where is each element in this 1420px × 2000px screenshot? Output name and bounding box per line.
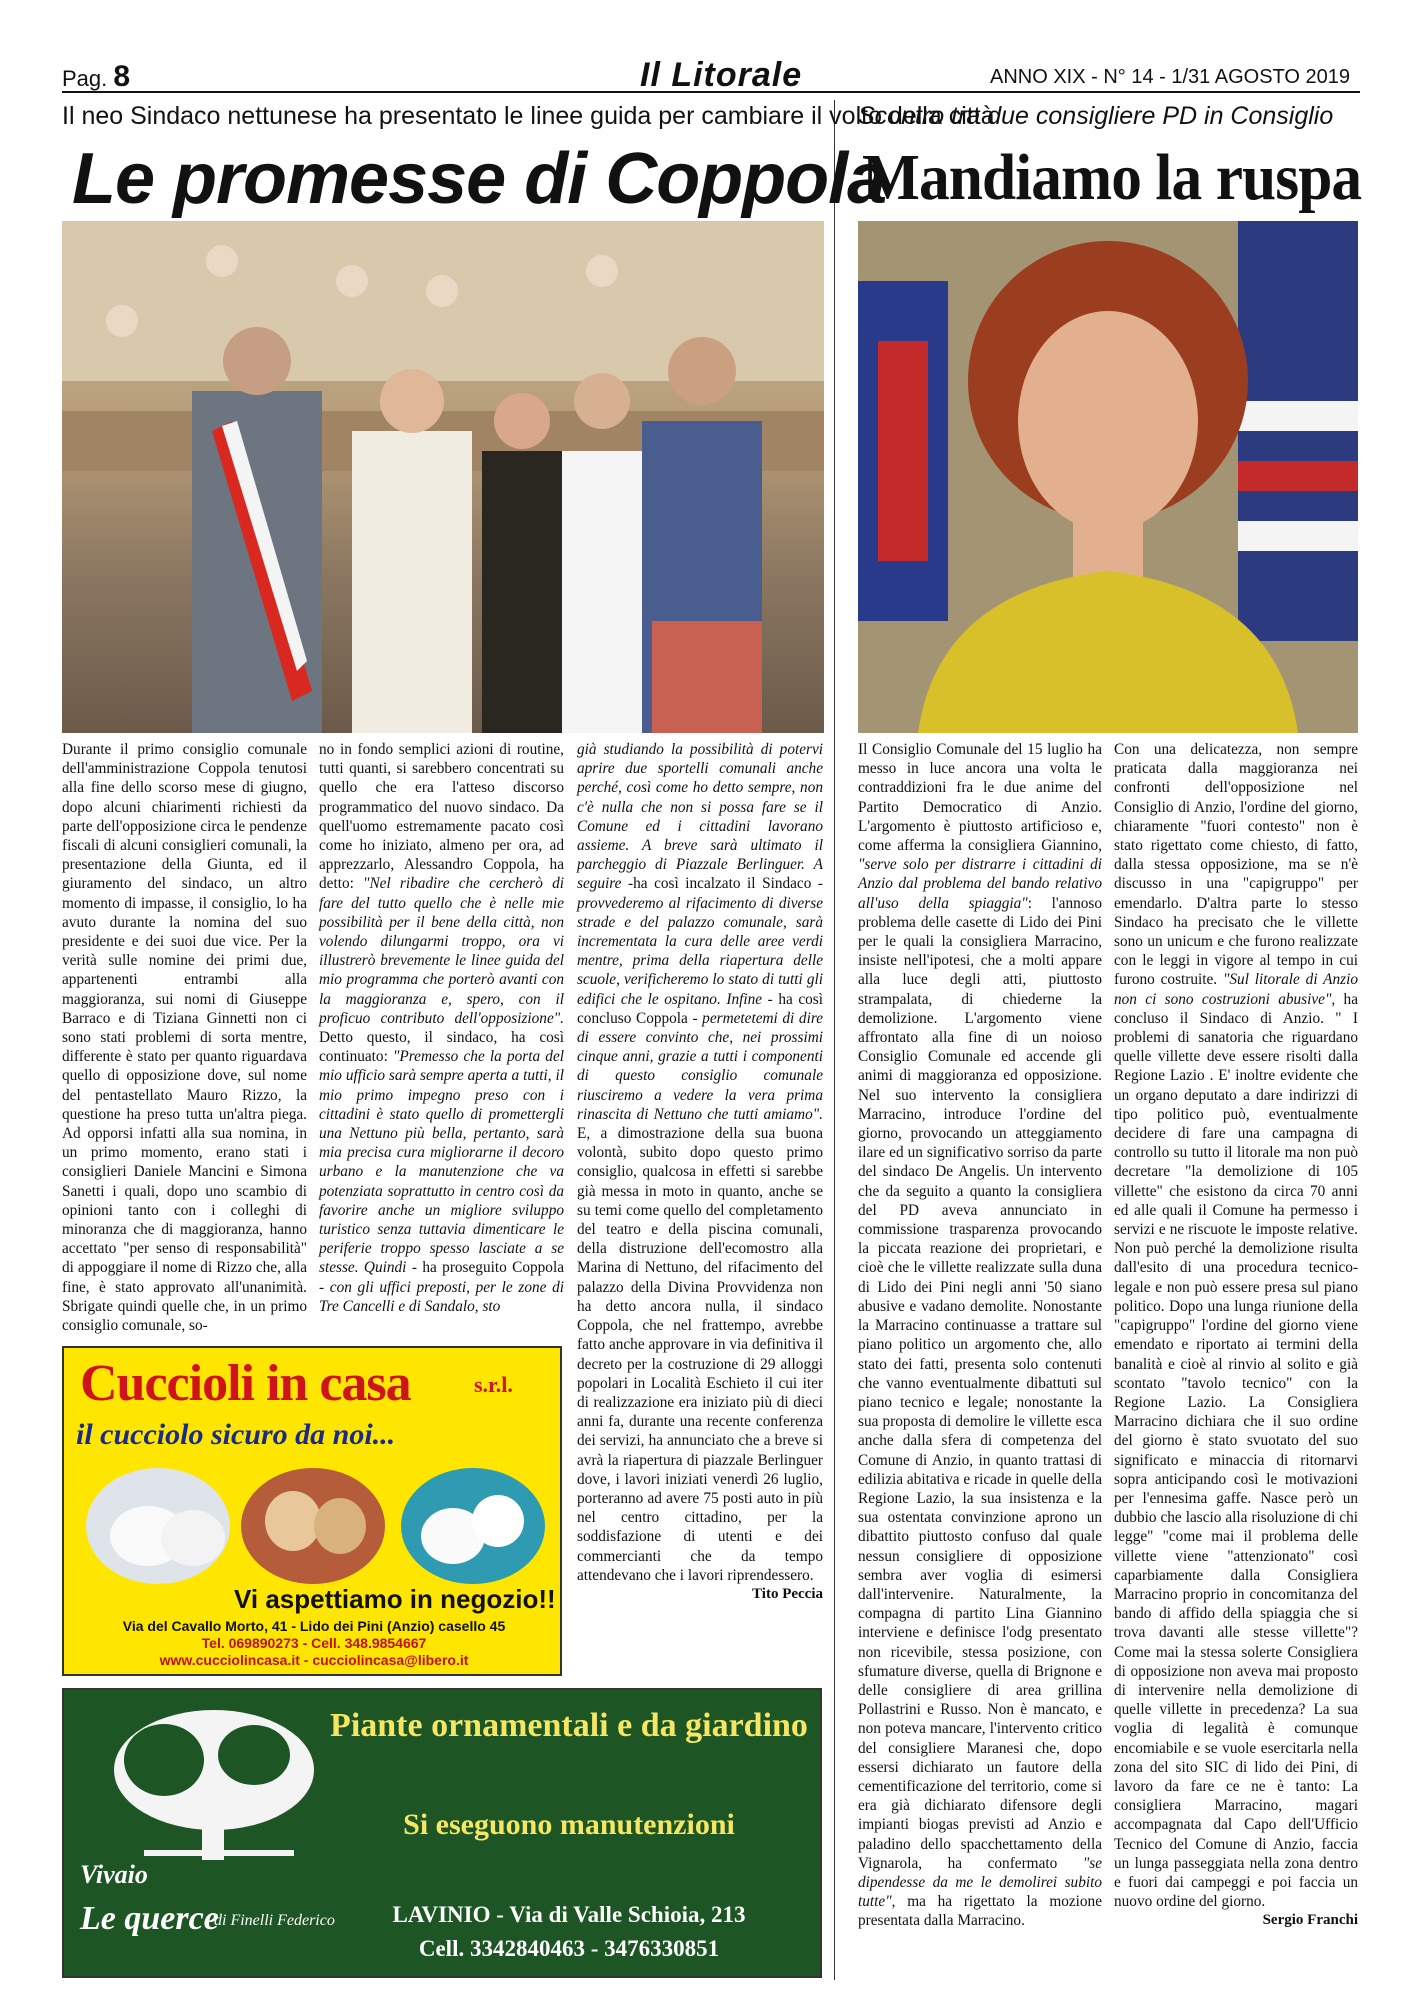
column-divider bbox=[834, 100, 835, 1980]
paragraph: Durante il primo consiglio comunale dell'amministrazione Coppola tenutosi alla fine dello scorso mese di giugno, dopo alcuni chiarimenti richiesti da parte dell'opposizione circa le pendenze fiscali di alcuni consiglieri comunali, la presentazione della Giunta, ed il giuramento del sindaco, un altro momento di impasse, il consiglio, lo ha avuto durante la nomina del suo presidente e dei suoi due vice. Per la verità sulle nomine dei primi due, appartenenti entrambi alla maggioranza, sui nomi di Giuseppe Barraco e di Tiziana Ginnetti non ci sono stati problemi di sorta mentre, differente è stato per quanto riguardava quello di opposizione dove, sul nome del pentastellato Mauro Rizzo, la questione ha preso tutta un'altra piega. Ad opporsi infatti alla sua nomina, in un primo momento, erano stati i consiglieri Daniele Mancini e Simona Sanetti i quali, dopo uno scambio di opinioni tanto con i colleghi di minoranza che di maggioranza, hanno accettato "per senso di responsabilità" di appoggiare il nome di Rizzo che, alla fine, è stato approvato all'unanimità. Sbrigate quindi quelle che, in un primo consiglio comunale, so- bbox=[62, 741, 307, 1335]
vivaio-brand: Le querce bbox=[80, 1900, 219, 1937]
vivaio-owner: di Finelli Federico bbox=[214, 1912, 335, 1929]
cuccioli-advertisement bbox=[62, 1346, 562, 1676]
right-article-column-2 bbox=[1114, 740, 1358, 1931]
ad-phones: Cell. 3342840463 - 3476330851 bbox=[418, 1936, 720, 1961]
ad-title: Cuccioli in casa bbox=[80, 1355, 411, 1412]
masthead: Il Litorale bbox=[640, 56, 803, 94]
ad-headline: Piante ornamentali e da giardino bbox=[330, 1707, 808, 1744]
paragraph: no in fondo semplici azioni di routine, tutti quanti, si sarebbero concentrati su quello che era l'atteso discorso programmatico del nuovo sindaco. Da quell'uomo estremamente pacato così come ho iniziato, almeno per ora, ad apprezzarlo, Alessandro Coppola, ha detto: "Nel ribadire che cercherò di fare del tutto quello che è nelle mie possibilità per il bene della città, non volendo dilungarmi troppo, ora vi illustrerò brevemente le linee guida del mio programma che porterò avanti con la maggioranza e, spero, con il proficuo contributo dell'opposizione". Detto questo, il sindaco, ha così continuato: "Premesso che la porta del mio ufficio sarà sempre aperta a tutti, il mio primo impegno preso con i cittadini è stato quello di promettergli una Nettuno più bella, pertanto, sarà mia precisa cura migliorarne il decoro urbano e la manutenzione che va potenziata soprattutto in centro così da favorire anche un migliore sviluppo turistico senza tuttavia dimenticare le periferie troppo spesso lasciate a se stesse. Quindi - ha proseguito Coppola - con gli uffici preposti, per le zone di Tre Cancelli e di Sandalo, sto bbox=[319, 741, 564, 1315]
left-headline: Le promesse di Coppola bbox=[72, 139, 887, 219]
ad-slogan: il cucciolo sicuro da noi... bbox=[76, 1418, 396, 1451]
council-group-photo bbox=[62, 221, 824, 733]
right-headline: Mandiamo la ruspa bbox=[862, 141, 1362, 214]
ad-tagline: Vi aspettiamo in negozio!! bbox=[234, 1584, 556, 1614]
issue-info: ANNO XIX - N° 14 - 1/31 AGOSTO 2019 bbox=[990, 66, 1350, 88]
header-rule bbox=[62, 91, 1360, 93]
page-label: Pag. 8 bbox=[62, 60, 131, 93]
ad-service: Si eseguono manutenzioni bbox=[403, 1808, 735, 1841]
left-kicker: Il neo Sindaco nettunese ha presentato le linee guida per cambiare il volto della città bbox=[62, 102, 995, 130]
paragraph: Il Consiglio Comunale del 15 luglio ha messo in luce ancora una volta le contraddizioni fra le due anime del Partito Democratico di Anzio. L'argomento è piuttosto artificioso e, come afferma la consigliera Giannino, "serve solo per distrarre i cittadini di Anzio dal problema del bando relativo all'uso della spiaggia": l'annoso problema delle casette di Lido dei Pini per le quali la consigliera Marracino, insiste nell'ipotesi, che a molti appare alla luce degli atti, piuttosto strampalata, di chiederne la demolizione. L'argomento viene affrontato alla fine di un noioso Consiglio Comunale ed accende gli animi di maggioranza ed opposizione. Nel suo intervento la consigliera Marracino, introduce l'ordine del giorno, provocando un atteggiamento ilare ed un significativo sorriso da parte del sindaco De Angelis. Un intervento che da seguito a quanto la consigliera del PD aveva annunciato in commissione trasparenza provocando la piccata reazione dei proprietari, e cioè che le villette realizzate sulla duna di Lido dei Pini negli anni '50 siano abusive e vadano demolite. Nonostante la Marracino continuasse a trattare sul piano politico un argomento che, allo stato dei fatti, presenta solo contenuti che vanno eventualmente dibattuti sul piano tecnico e legale; nonostante la sua proposta di demolire le villette esca anche dalla sfera di competenza del Comune di Anzio, in quanto trattasi di edilizia abitativa e ricade in quelle della Regione Lazio, la sua insistenza e la sua ostentata convinzione aprono un dibattito piuttosto confuso dal quale nessun consigliere di opposizione sembra aver voglia di esimersi dall'intervenire. Naturalmente, la compagna di partito Lina Giannino interviene e definisce l'odg presentato non ricevibile, stessa posizione, con sfumature diverse, quella di Brignone e delle consigliere di area grillina Pollastrini e Russo. Non è mancato, e non poteva mancare, l'intervento critico del consigliere Maranesi che, dopo essersi dichiarato un fautore della cementificazione del territorio, come si era già dichiarato difensore degli impianti biogas previsti ad Anzio e paladino dello spacchettamento della Vignarola, ha confermato "se dipendesse da me le demolirei subito tutte", ma ha rigettato la mozione presentata dalla Marracino. bbox=[858, 741, 1102, 1930]
page-number: 8 bbox=[113, 60, 131, 93]
paragraph: Con una delicatezza, non sempre praticata dalla maggioranza nei confronti dell'opposizione nel Consiglio di Anzio, l'ordine del giorno, chiaramente "fuori contesto" non è stato rigettato come chiesto, di fatto, dalla stessa opposizione, ma se n'è discusso in una "capigruppo" per emendarlo. D'altra parte lo stesso Sindaco ha precisato che le villette sono un unicum e che furono realizzate con le leggi in vigore al tempo in cui furono costruite. "Sul litorale di Anzio non ci sono costruzioni abusive", ha concluso il Sindaco di Anzio. " I problemi di sanatoria che riguardano quelle villette deve essere risolti dalla Regione Lazio . E' inoltre evidente che un organo deputato a dare indirizzi di tipo politico può, eventualmente decidere di fare una campagna di controllo su tutto il litorale ma non può decretare "la demolizione di 105 villette" che esistono da circa 70 anni ed alle quali il Comune ha permesso i servizi e ne riscuote le imposte relative. Non può perché la demolizione risulta dall'esito di una procedura tecnico-legale e non può essere presa sul piano politico. Dopo una lunga riunione della "capigruppo" l'ordine del giorno viene emendato e riportato ai termini della banalità e cioè al rinvio al solito e già scontato "tavolo tecnico" con la Regione Lazio. La Consigliera Marracino dichiara che il suo ordine del giorno è stato svuotato del suo significato e minaccia di ritornarvi sopra anticipando così le motivazioni per l'ennesima gaffe. Nasce però un dubbio che lascio alla risoluzione di chi legge" "come mai il problema delle villette viene "attenzionato" così caparbiamente dalla Consigliera Marracino proprio in concomitanza del bando di affido della spiaggia che si trova davanti alle stesse villette"? Come mai la stessa solerte Consigliera di opposizione non aveva mai proposto di intervenire nella demolizione di quelle villette in precedenza? La sua voglia di legalità è comunque encomiabile e se vuole esercitarla nella zona del sito SIC di lido dei Pini, di lavoro da fare ce ne è tanto: La consigliera Marracino, magari accompagnata dal Capo dell'Ufficio Tecnico del Comune di Anzio, faccia un lunga passeggiata nella zona dentro e fuori dai campeggi e poi faccia un nuovo ordine del giorno. bbox=[1114, 741, 1358, 1911]
left-article-column-2 bbox=[319, 740, 564, 1316]
ad-company-suffix: s.r.l. bbox=[474, 1372, 513, 1397]
ad-address: LAVINIO - Via di Valle Schioia, 213 bbox=[392, 1902, 746, 1927]
councillor-portrait-photo bbox=[858, 221, 1358, 733]
oak-tree-logo bbox=[104, 1700, 324, 1870]
ad-address: Via del Cavallo Morto, 41 - Lido dei Pini (Anzio) casello 45 bbox=[122, 1618, 506, 1634]
ad-phones: Tel. 069890273 - Cell. 348.9854667 bbox=[201, 1635, 427, 1651]
vivaio-label: Vivaio bbox=[80, 1860, 148, 1889]
right-article-author: Sergio Franchi bbox=[1262, 1912, 1358, 1929]
left-article-author: Tito Peccia bbox=[752, 1585, 823, 1602]
ad-contact-block bbox=[64, 1618, 564, 1669]
right-kicker: Scontro tra due consigliere PD in Consiglio bbox=[858, 102, 1334, 130]
left-article-column-3 bbox=[577, 740, 823, 1604]
left-article-column-1 bbox=[62, 740, 307, 1335]
puppy-photos bbox=[78, 1466, 548, 1586]
paragraph: già studiando la possibilità di potervi aprire due sportelli comunali anche perché, così come ho detto sempre, non c'è nulla che non si possa fare se il Comune ed i cittadini lavorano assieme. A breve sarà ultimato il parcheggio di Piazzale Berlinguer. A seguire -ha così incalzato il Sindaco - provvederemo al rifacimento di diverse strade e del palazzo comunale, sarà incrementata la cura delle aree verdi mentre, prima della riapertura delle scuole, verificheremo lo stato di tutti gli edifici che le ospitano. Infine - ha così concluso Coppola - permetetemi di dire di essere convinto che, nei prossimi cinque anni, grazie a tutti i componenti di questo consiglio comunale riusciremo a vedere la vera prima rinascita di Nettuno che tutti amiamo". E, a dimostrazione della sua buona volontà, subito dopo questo primo consiglio, qualcosa in effetti si sarebbe già messa in moto in quanto, anche se su temi come quello del completamento del teatro e della piscina comunali, della distruzione dell'ecomostro alla Marina di Nettuno, del rifacimento del palazzo della Divina Provvidenza non ha detto ancora nulla, il sindaco Coppola, che nel frattempo, avrebbe fatto anche approvare in via definitiva il decreto per la costruzione di 29 alloggi popolari in Località Eschieto il cui iter di realizzazione era iniziato più di dieci anni fa, durante una recente conferenza dei servizi, ha annunciato che a breve si avrà la riapertura di piazzale Berlinguer dove, i lavori iniziati venerdì 26 luglio, porteranno ad avere 75 posti auto in più nel centro cittadino, per la soddisfazione di utenti e dei commercianti che da tempo attendevano che i lavori riprendessero. bbox=[577, 741, 823, 1584]
right-article-column-1 bbox=[858, 740, 1102, 1931]
vivaio-advertisement bbox=[62, 1688, 822, 1978]
ad-web: www.cucciolincasa.it - cucciolincasa@libero.it bbox=[159, 1652, 469, 1668]
